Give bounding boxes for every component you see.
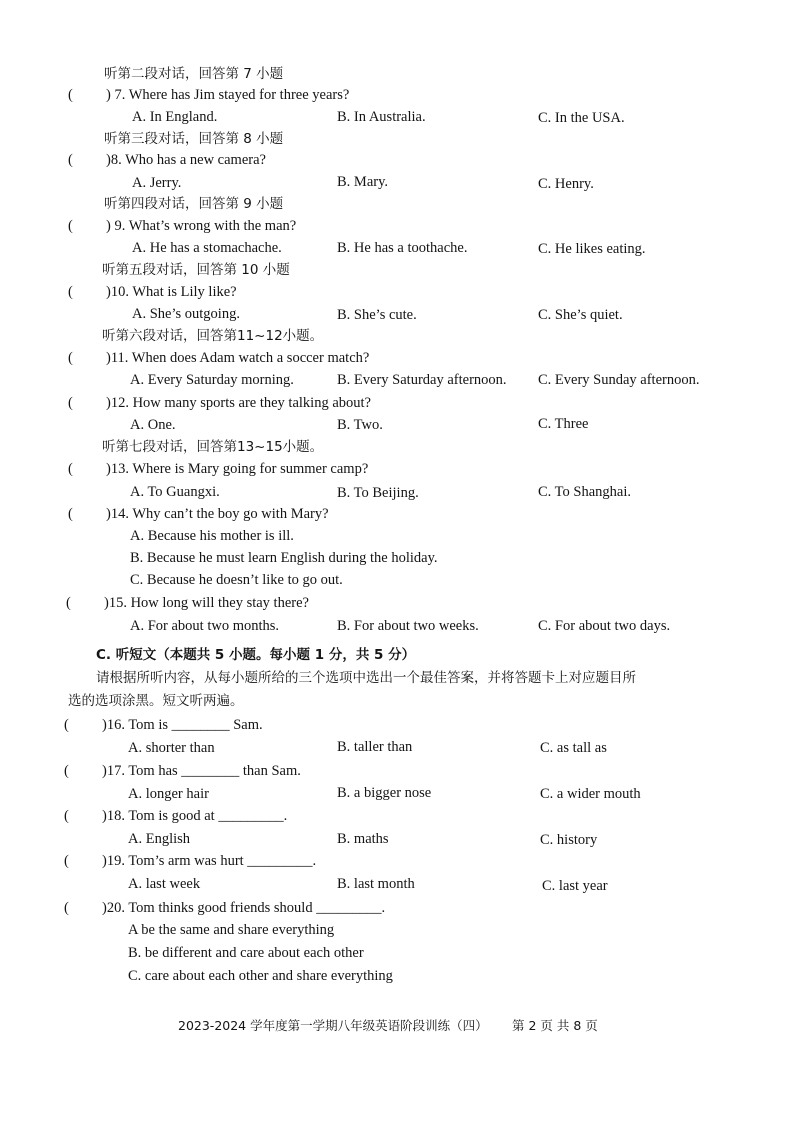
option-a: A. She’s outgoing. (132, 306, 240, 322)
option-a: A. longer hair (128, 786, 209, 802)
answer-bracket: ( (64, 900, 69, 916)
option-c: C. care about each other and share everything (128, 968, 393, 984)
option-b: B. maths (337, 831, 389, 847)
option-c: C. In the USA. (538, 110, 625, 126)
option-a: A. Jerry. (132, 175, 182, 191)
option-c: C. He likes eating. (538, 241, 646, 257)
option-b: B. Because he must learn English during the holiday. (130, 550, 438, 566)
question-stem: )20. Tom thinks good friends should _________. (102, 900, 386, 916)
answer-bracket: ( (64, 763, 69, 779)
footer-title: 2023-2024 学年度第一学期八年级英语阶段训练（四） (178, 1018, 488, 1033)
option-a: A. One. (130, 417, 176, 433)
answer-bracket: ( (68, 218, 73, 234)
option-b: B. He has a toothache. (337, 240, 468, 256)
option-b: B. Two. (337, 417, 383, 433)
option-b: B. She’s cute. (337, 307, 417, 323)
question-stem: )10. What is Lily like? (106, 284, 237, 300)
option-c: C. Three (538, 416, 589, 432)
answer-bracket: ( (64, 853, 69, 869)
option-c: C. To Shanghai. (538, 484, 631, 500)
option-c: C. history (540, 832, 598, 848)
answer-bracket: ( (68, 284, 73, 300)
option-c: C. She’s quiet. (538, 307, 623, 323)
question-stem: )15. How long will they stay there? (104, 595, 309, 611)
section-instruction-line2: 选的选项涂黑。短文听两遍。 (68, 693, 244, 709)
answer-bracket: ( (64, 808, 69, 824)
option-a: A. In England. (132, 109, 218, 125)
option-a: A. Every Saturday morning. (130, 372, 294, 388)
question-stem: ) 9. What’s wrong with the man? (106, 218, 297, 234)
question-stem: )19. Tom’s arm was hurt _________. (102, 853, 317, 869)
option-a: A. Because his mother is ill. (130, 528, 294, 544)
footer-page-info: 第 2 页 共 8 页 (512, 1018, 598, 1033)
question-stem: )17. Tom has ________ than Sam. (102, 763, 301, 779)
question-stem: )16. Tom is ________ Sam. (102, 717, 263, 733)
option-b: B. be different and care about each other (128, 945, 364, 961)
option-c: C. For about two days. (538, 618, 671, 634)
option-c: C. a wider mouth (540, 786, 641, 802)
option-b: B. Mary. (337, 174, 389, 190)
option-b: B. taller than (337, 739, 413, 755)
option-a: A. He has a stomachache. (132, 240, 282, 256)
question-stem: )12. How many sports are they talking about? (106, 395, 371, 411)
answer-bracket: ( (64, 717, 69, 733)
question-stem: ) 7. Where has Jim stayed for three years? (106, 87, 350, 103)
question-stem: )11. When does Adam watch a soccer match? (106, 350, 370, 366)
answer-bracket: ( (68, 87, 73, 103)
answer-bracket: ( (68, 461, 73, 477)
dialogue-intro: 听第二段对话，回答第 7 小题 (104, 66, 284, 82)
option-b: B. For about two weeks. (337, 618, 479, 634)
question-stem: )13. Where is Mary going for summer camp? (106, 461, 369, 477)
question-stem: )8. Who has a new camera? (106, 152, 266, 168)
dialogue-intro: 听第七段对话，回答第13~15小题。 (102, 439, 324, 455)
option-b: B. To Beijing. (337, 485, 419, 501)
answer-bracket: ( (68, 506, 73, 522)
option-c: C. as tall as (540, 740, 607, 756)
dialogue-intro: 听第三段对话，回答第 8 小题 (104, 131, 284, 147)
answer-bracket: ( (68, 350, 73, 366)
question-stem: )14. Why can’t the boy go with Mary? (106, 506, 329, 522)
option-a: A. English (128, 831, 191, 847)
option-b: B. last month (337, 876, 415, 892)
option-b: B. a bigger nose (337, 785, 432, 801)
option-c: C. Because he doesn’t like to go out. (130, 572, 343, 588)
option-a: A. last week (128, 876, 201, 892)
option-a: A. shorter than (128, 740, 215, 756)
dialogue-intro: 听第六段对话，回答第11~12小题。 (102, 328, 324, 344)
dialogue-intro: 听第五段对话，回答第 10 小题 (102, 262, 290, 278)
answer-bracket: ( (66, 595, 71, 611)
option-a: A be the same and share everything (128, 922, 335, 938)
option-b: B. Every Saturday afternoon. (337, 372, 507, 388)
option-c: C. Every Sunday afternoon. (538, 372, 700, 388)
option-b: B. In Australia. (337, 109, 426, 125)
answer-bracket: ( (68, 152, 73, 168)
option-a: A. For about two months. (130, 618, 280, 634)
answer-bracket: ( (68, 395, 73, 411)
section-instruction-line1: 请根据所听内容，从每小题所给的三个选项中选出一个最佳答案，并将答题卡上对应题目所 (96, 670, 636, 686)
option-c: C. Henry. (538, 176, 594, 192)
question-stem: )18. Tom is good at _________. (102, 808, 288, 824)
dialogue-intro: 听第四段对话，回答第 9 小题 (104, 196, 284, 212)
option-a: A. To Guangxi. (130, 484, 220, 500)
option-c: C. last year (542, 878, 608, 894)
section-heading: C. 听短文（本题共 5 小题。每小题 1 分，共 5 分） (96, 647, 416, 663)
